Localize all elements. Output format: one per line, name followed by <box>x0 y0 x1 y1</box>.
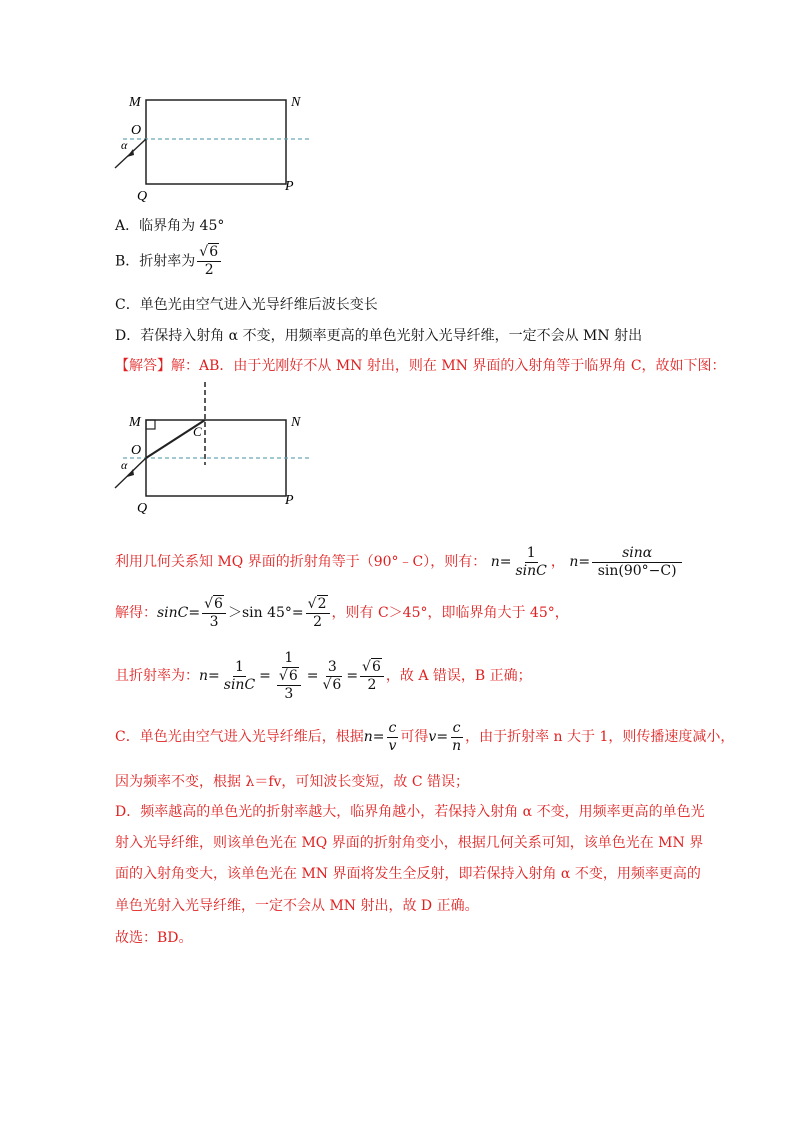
line1-eq: = <box>499 554 512 570</box>
answer-c-line-2: 因为频率不变，根据 λ＝fv，可知波长变短，故 C 错误； <box>115 774 470 790</box>
label-q: Q <box>137 189 148 203</box>
label-alpha-2: α <box>121 458 128 472</box>
line2-root: 6 <box>214 595 223 612</box>
line3-num4-root: 6 <box>371 658 381 675</box>
answer-line-1 <box>115 544 684 580</box>
c-prefix: C．单色光由空气进入光导纤维后，根据 <box>115 729 364 745</box>
label-m-2: M <box>129 415 141 430</box>
line1-eq2: = <box>578 554 591 570</box>
line2-prefix: 解得： <box>115 605 157 621</box>
ray-arrowhead-2 <box>127 469 134 477</box>
c-suffix: ，由于折射率 n 大于 1，则传播速度减小， <box>465 729 735 745</box>
line2-suffix: ，则有 C＞45°，即临界角大于 45°， <box>331 605 569 621</box>
label-c-2: C <box>193 424 202 439</box>
line1-n2: n <box>569 554 579 570</box>
label-alpha: α <box>121 138 128 152</box>
c-c: c <box>388 719 397 736</box>
c-mid: 可得 <box>400 729 429 745</box>
figure-1-diagram <box>105 88 325 203</box>
answer-d-line-3: 面的入射角变大，该单色光在 MN 界面将发生全反射，即若保持入射角 α 不变，用频率更高的 <box>115 866 701 882</box>
option-b-sqrt: 6 <box>209 244 219 260</box>
line2-sinc: sinC <box>157 605 189 621</box>
answer-final: 故选：BD。 <box>115 930 193 946</box>
answer-line-2: 解得：sinC= $\frac{√6}{3}$ ＞sin 45°= $\frac{√2}{2}$ ，则有 C＞45°，即临界角大于 45°， <box>115 595 569 630</box>
line3-den3-root: 6 <box>332 676 342 693</box>
answer-line-3: 且折射率为：n= $\frac{1}{\sin C}$ = $\frac{1}{\frac{√6}{3}}$ = $\frac{3}{√6}$ = $\frac{√6}{2}$ ，故 A 错误，B 正确； <box>115 649 532 702</box>
label-n: N <box>291 95 301 110</box>
answer-line-1-text: 利用几何关系知 MQ 界面的折射角等于（90°﹣C），则有： <box>115 554 487 570</box>
label-o: O <box>131 123 142 138</box>
line3-den2-root: 6 <box>288 667 298 684</box>
label-m: M <box>129 95 141 110</box>
c-c2: c <box>452 719 461 736</box>
option-b-den: 2 <box>204 262 214 278</box>
line1-sep: ， <box>550 554 565 570</box>
label-n-2: N <box>291 415 301 430</box>
option-d: D．若保持入射角 α 不变，用频率更高的单色光射入光导纤维，一定不会从 MN 射出 <box>115 328 643 344</box>
answer-d-line-2: 射入光导纤维，则该单色光在 MQ 界面的折射角变小，根据几何关系可知，该单色光在 MN 界 <box>115 835 704 851</box>
figure-2-diagram <box>105 380 325 515</box>
label-p: P <box>285 179 294 194</box>
c-n2: n <box>452 737 462 754</box>
line3-num1: 1 <box>235 658 244 675</box>
line3-prefix: 且折射率为： <box>115 668 199 684</box>
answer-d-line-1: D．频率越高的单色光的折射率越大，临界角越小，若保持入射角 α 不变，用频率更高的单色光 <box>115 804 705 820</box>
line2-gt: ＞sin 45°= <box>227 605 304 621</box>
line1-den1: sinC <box>515 562 547 579</box>
option-a: A．临界角为 45° <box>115 218 225 234</box>
line1-num2: sinα <box>592 545 682 563</box>
option-c: C．单色光由空气进入光导纤维后波长变长 <box>115 297 378 313</box>
c-v2: v <box>428 729 437 745</box>
label-p-2: P <box>285 493 294 508</box>
answer-d-line-4: 单色光射入光导纤维，一定不会从 MN 射出，故 D 正确。 <box>115 898 479 914</box>
answer-intro <box>115 356 726 376</box>
option-b: B．折射率为 $\frac{√6}{2}$ <box>115 244 223 279</box>
fiber-rectangle <box>146 100 286 184</box>
answer-c-line-1: C．单色光由空气进入光导纤维后，根据n= $\frac{c}{v}$ 可得v= $\frac{c}{n}$ ，由于折射率 n 大于 1，则传播速度减小， <box>115 719 735 754</box>
line3-den2-den: 3 <box>284 685 294 702</box>
line2-den: 3 <box>209 613 219 630</box>
right-angle-mark <box>146 420 155 429</box>
label-o-2: O <box>131 443 142 458</box>
line1-den2: sin(90°−C) <box>597 562 677 579</box>
c-v: v <box>388 737 397 754</box>
line3-n: n <box>199 668 209 684</box>
label-q-2: Q <box>137 501 148 515</box>
line2-root2: 2 <box>317 595 327 612</box>
line3-num3: 3 <box>327 658 337 675</box>
line3-suffix: ，故 A 错误，B 正确； <box>385 668 532 684</box>
line2-den2: 2 <box>313 613 323 630</box>
line3-den4: 2 <box>367 676 377 693</box>
answer-heading: 【解答】 <box>115 358 171 374</box>
line3-den1: sinC <box>223 676 256 693</box>
option-b-prefix: B．折射率为 <box>115 253 196 270</box>
answer-intro-text: 解：AB．由于光刚好不从 MN 射出，则在 MN 界面的入射角等于临界角 C，故如下图： <box>171 358 726 374</box>
c-n: n <box>363 729 373 745</box>
line3-num2: 1 <box>284 649 294 666</box>
ray-arrowhead <box>127 149 134 157</box>
line1-n: n <box>490 554 500 570</box>
line1-num1: 1 <box>526 544 536 561</box>
